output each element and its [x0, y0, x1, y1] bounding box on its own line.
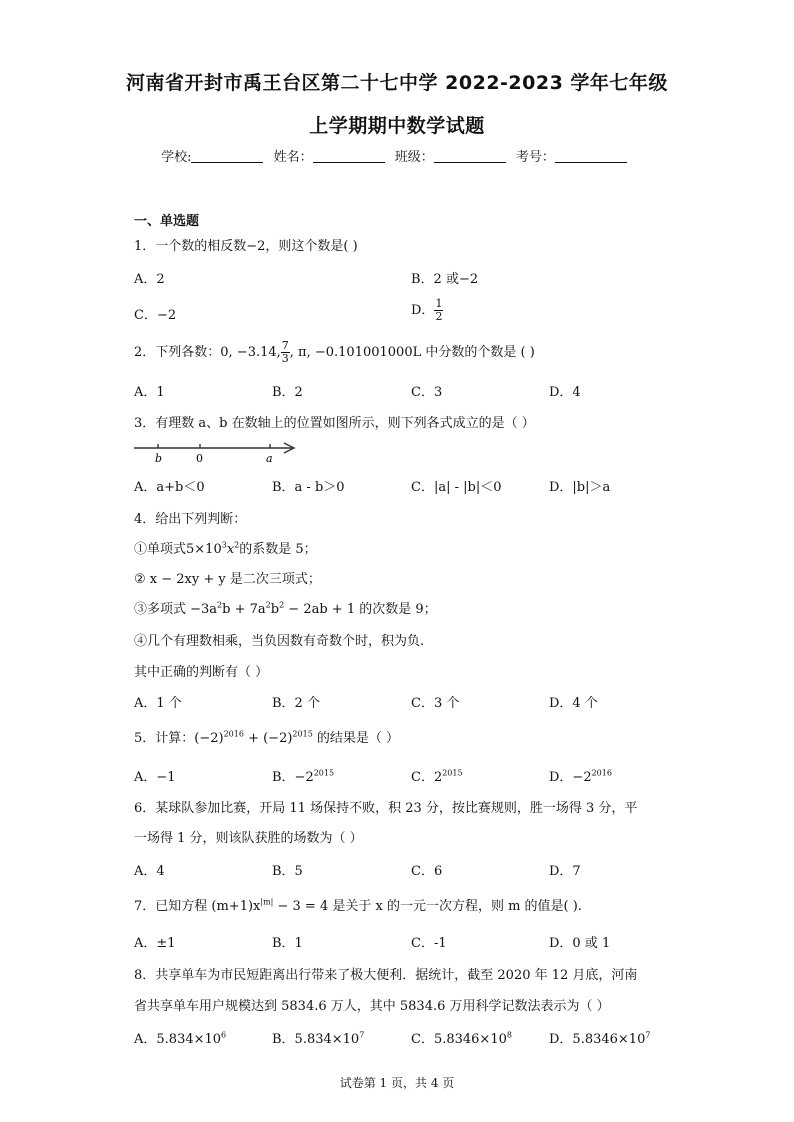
question-2-stem: 2．下列各数：0, −3.14, $\frac{7}{3}$ , π, −0.101001000L 中分数的个数是 ( ) — [134, 339, 535, 365]
question-3-stem: 3．有理数 a、b 在数轴上的位置如图所示，则下列各式成立的是（ ） — [134, 416, 535, 431]
exam-number-label: 考号： — [515, 150, 555, 165]
name-label: 姓名： — [273, 150, 313, 165]
question-3-option-d: D．|b|＞a — [549, 480, 611, 495]
question-2-option-a: A．1 — [134, 385, 165, 400]
question-4-statement-2: ② x − 2xy + y 是二次三项式； — [134, 572, 321, 587]
question-4-stem: 4．给出下列判断： — [134, 512, 247, 527]
question-8-option-a: A．$5.834\times 10^6$ — [134, 1030, 227, 1047]
question-7-option-c: C．-1 — [411, 936, 447, 951]
exam-title-line1: 河南省开封市禹王台区第二十七中学 2022-2023 学年七年级 — [126, 72, 668, 94]
question-4-statement-3: ③多项式 $-3a^2b + 7a^2b^2 - 2ab + 1$ 的次数是 9； — [134, 600, 437, 617]
question-6-stem-line1: 6．某球队参加比赛，开局 11 场保持不败，积 23 分，按比赛规则，胜一场得 3 分，平 — [134, 801, 638, 816]
question-4-option-c: C．3 个 — [411, 696, 460, 711]
school-label: 学校: — [161, 150, 192, 165]
question-6-option-b: B．5 — [272, 864, 303, 879]
question-4-option-a: A．1 个 — [134, 696, 182, 711]
question-1-stem: 1．一个数的相反数−2，则这个数是( ) — [134, 239, 358, 254]
question-4-prompt: 其中正确的判断有（ ） — [134, 665, 269, 680]
class-blank — [434, 150, 506, 163]
question-8-stem-line2: 省共享单车用户规模达到 5834.6 万人，其中 5834.6 万用科学记数法表示为（ ） — [134, 999, 610, 1014]
exam-number-blank — [555, 150, 627, 163]
question-8-option-d: D．$5.8346\times 10^7$ — [549, 1030, 651, 1047]
section-heading: 一、单选题 — [134, 214, 200, 229]
label-zero: 0 — [196, 452, 203, 465]
question-7-option-a: A．±1 — [134, 936, 176, 951]
class-label: 班级： — [394, 150, 434, 165]
question-4-option-b: B．2 个 — [272, 696, 320, 711]
question-6-option-d: D．7 — [549, 864, 581, 879]
question-7-stem: 7．已知方程 $(m+1)x^{|m|} - 3 = 4$ 是关于 x 的一元一次方程，则 m 的值是( ). — [134, 897, 582, 914]
student-info-row — [0, 146, 794, 165]
name-blank — [313, 150, 385, 163]
question-5-stem: 5．计算：$(-2)^{2016} + (-2)^{2015}$ 的结果是（ ） — [134, 729, 400, 746]
fraction: $\frac{7}{3}$ — [281, 339, 289, 365]
number-line-figure — [134, 440, 304, 466]
question-1-option-c: C．−2 — [134, 308, 177, 323]
question-7-option-d: D．0 或 1 — [549, 936, 611, 951]
exam-title-line2: 上学期期中数学试题 — [309, 115, 485, 137]
question-7-option-b: B．1 — [272, 936, 303, 951]
page-footer: 试卷第 1 页，共 4 页 — [339, 1076, 455, 1090]
question-6-option-a: A．4 — [134, 864, 165, 879]
school-blank — [191, 150, 263, 163]
question-6-option-c: C．6 — [411, 864, 443, 879]
question-8-stem-line1: 8．共享单车为市民短距离出行带来了极大便利．据统计，截至 2020 年 12 月底，河南 — [134, 968, 638, 983]
question-6-stem-line2: 一场得 1 分，则该队获胜的场数为（ ） — [134, 831, 363, 846]
question-4-option-d: D．4 个 — [549, 696, 598, 711]
question-3-option-c: C．|a| - |b|＜0 — [411, 480, 502, 495]
question-4-statement-1: ①单项式$5\times 10^3x^2$的系数是 5； — [134, 540, 317, 557]
question-3-option-a: A．a+b＜0 — [134, 480, 205, 495]
question-5-option-a: A．−1 — [134, 770, 176, 785]
label-b: b — [155, 452, 163, 465]
question-1-option-a: A．2 — [134, 272, 165, 287]
question-4-statement-4: ④几个有理数相乘，当负因数有奇数个时，积为负. — [134, 634, 425, 649]
question-2-option-d: D．4 — [549, 385, 581, 400]
question-8-option-b: B．$5.834\times 10^7$ — [272, 1030, 365, 1047]
question-3-option-b: B．a - b＞0 — [272, 480, 345, 495]
question-5-option-c: C．$2^{2015}$ — [411, 768, 463, 785]
question-8-option-c: C．$5.8346\times 10^8$ — [411, 1030, 512, 1047]
fraction: $\frac{1}{2}$ — [435, 297, 443, 323]
question-1-option-d: D． $\frac{1}{2}$ — [411, 297, 443, 323]
question-5-option-b: B．$-2^{2015}$ — [272, 768, 335, 785]
question-5-option-d: D．$-2^{2016}$ — [549, 768, 612, 785]
question-2-option-c: C．3 — [411, 385, 443, 400]
question-1-option-b: B．2 或−2 — [411, 272, 479, 287]
label-a: a — [266, 452, 273, 465]
question-2-option-b: B．2 — [272, 385, 303, 400]
